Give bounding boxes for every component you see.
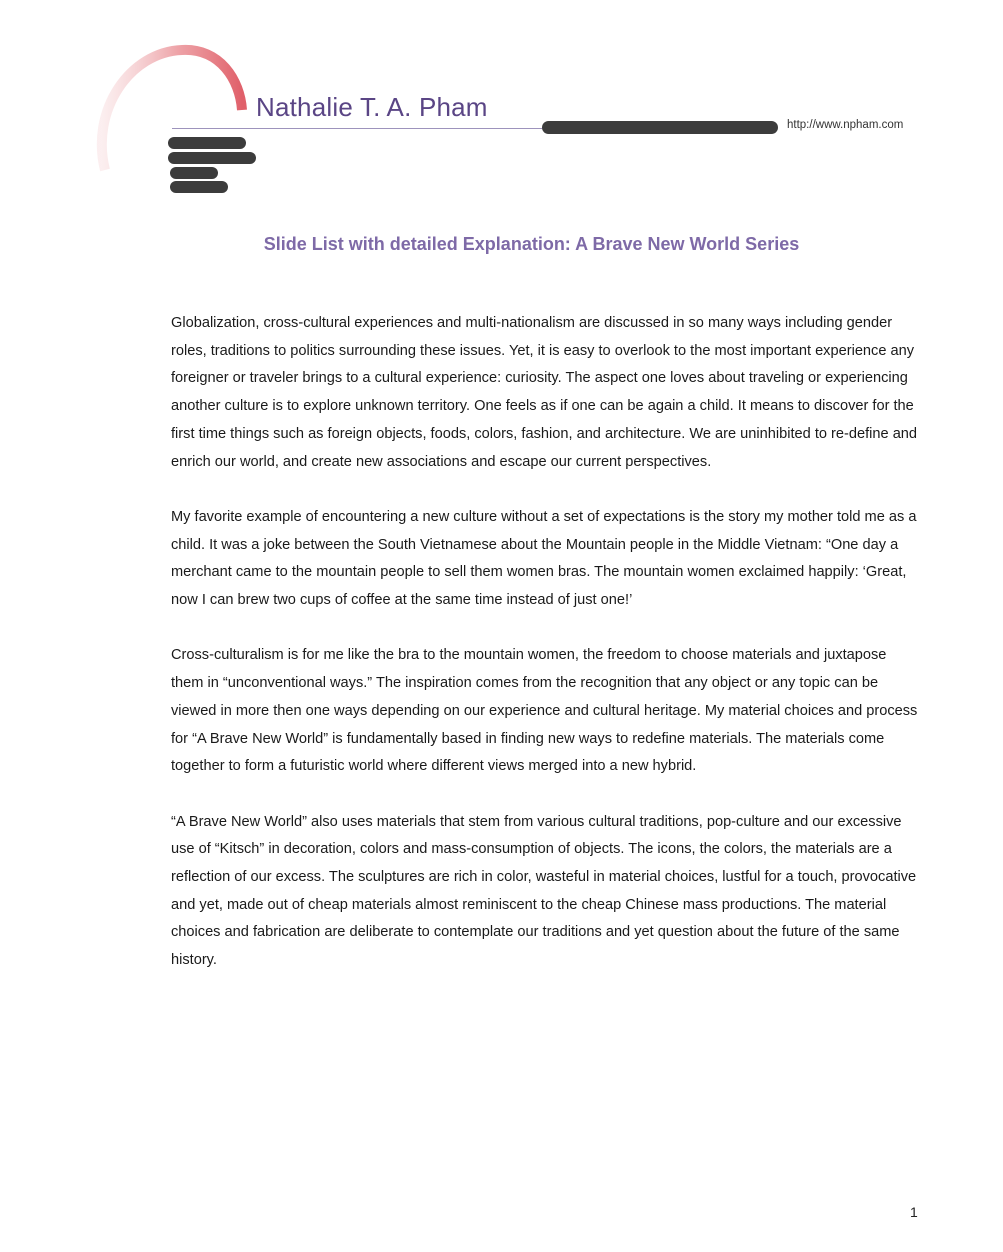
redacted-contact-info	[542, 121, 778, 134]
redacted-address-line	[168, 152, 256, 164]
paragraph: My favorite example of encountering a new culture without a set of expectations is the story my mother told me as a child. It was a joke between the South Vietnamese about the Mountain people in the Middle Vietnam: “One day a merchant came to the mountain people to sell them women bras. The mountain women exclaimed happily: ‘Great, now I can brew two cups of coffee at the same time instead of just one!’	[171, 508, 917, 609]
page-number: 1	[910, 1204, 918, 1220]
paragraph: Globalization, cross-cultural experiences and multi-nationalism are discussed in so many ways including gender roles, traditions to politics surrounding these issues. Yet, it is easy to overlook to the most important experience any foreigner or traveler brings to a cultural experience: curiosity. The aspect one loves about traveling or experiencing another culture is to explore unknown territory. One feels as if one can be again a child. It means to discover for the first time things such as foreign objects, foods, colors, fashion, and architecture. We are uninhibited to re-define and enrich our world, and create new associations and escape our current perspectives.	[171, 315, 918, 470]
paragraph: “A Brave New World” also uses materials that stem from various cultural traditions, pop-culture and our excessive use of “Kitsch” in decoration, colors and mass-consumption of objects. The icons, the colors, the materials are a reflection of our excess. The sculptures are rich in color, wasteful in material choices, lustful for a touch, provocative and yet, made out of cheap materials almost reminiscent to the cheap Chinese mass productions. The material choices and fabrication are deliberate to contemplate our traditions and yet question about the future of the same history.	[171, 813, 917, 969]
document-title: Slide List with detailed Explanation: A Brave New World Series	[263, 234, 800, 254]
redacted-address-line	[170, 167, 218, 179]
redacted-address-line	[168, 137, 246, 149]
document-body	[171, 310, 921, 1003]
header-divider	[172, 128, 542, 129]
author-name: Nathalie T. A. Pham	[256, 92, 488, 122]
paragraph: Cross-culturalism is for me like the bra to the mountain women, the freedom to choose materials and juxtapose them in “unconventional ways.” The inspiration comes from the recognition that any object or any topic can be viewed in more then one ways depending on our experience and cultural heritage. My material choices and process for “A Brave New World” is fundamentally based in finding new ways to redefine materials. The materials come together to form a futuristic world where different views merged into a new hybrid.	[171, 647, 918, 775]
redacted-address-line	[170, 181, 228, 193]
website-link[interactable]: http://www.npham.com	[787, 119, 904, 131]
